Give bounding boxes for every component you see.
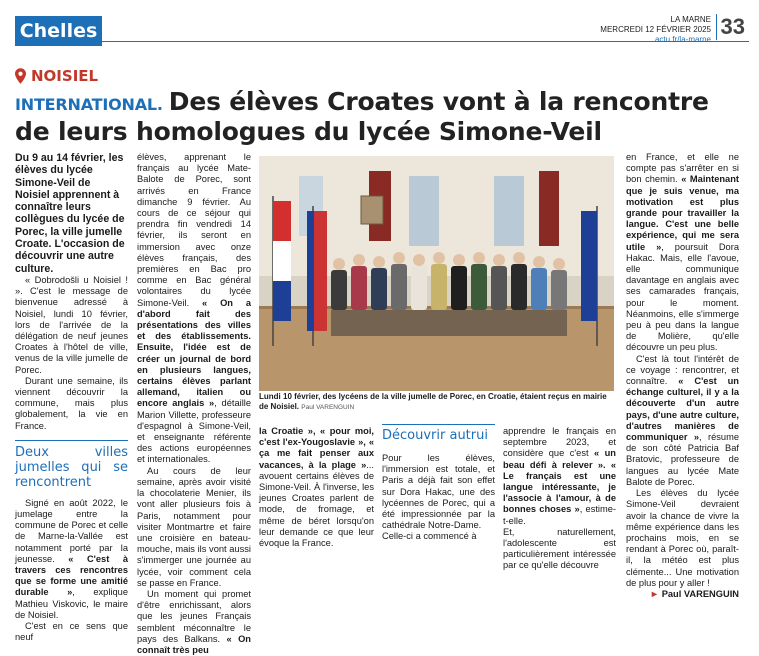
paragraph: Celle-ci a commencé à bbox=[382, 531, 477, 542]
paragraph: Durant une semaine, ils viennent découvrir la commune, mais plus globalement, la vie en France. bbox=[15, 375, 128, 431]
text: C'est là tout l'intérêt de ce voyage : rencontrer, et connaître. bbox=[626, 353, 739, 387]
text: en France, et elle ne compte pas s'arrêter en si bon chemin. bbox=[626, 152, 739, 185]
text: , résume de son côté Patricia Baf Bratovic, professeure de langues au lycée Mate Balote de Porec. bbox=[626, 432, 739, 487]
paragraph bbox=[626, 152, 739, 354]
text: apprendre le français en septembre 2023, et considère que c'est bbox=[503, 426, 616, 459]
author-signature: ► Paul VARENGUIN bbox=[649, 588, 739, 599]
quote: « On connaît très peu bbox=[137, 633, 251, 655]
paragraph: Pour les élèves, l'immersion est totale, et Paris a déjà fait son effet sur Dora Hakac, une des lycéennes de Porec, qui a été impressionnée par la cathédrale Notre-Dame. bbox=[382, 453, 495, 531]
paper-name: LA MARNE bbox=[670, 15, 711, 24]
article-lead: Du 9 au 14 février, les élèves du lycée Simone-Veil de Noisiel apprennent à connaître leurs collègues du lycée de Porec, la ville jumelle Croate. L'occasion de découvrir une autre culture. bbox=[15, 152, 125, 275]
page-header bbox=[0, 14, 759, 48]
column-3 bbox=[259, 426, 374, 549]
subheading: Deux villes jumelles qui se rencontrent bbox=[15, 440, 128, 490]
issue-date: MERCREDI 12 FÉVRIER 2025 bbox=[600, 25, 711, 34]
text: élèves, apprenant le français au lycée Mate-Balote de Porec, sont arrivés en France dimanche 9 février. Au cours de ce séjour qui prendra fin vendredi 14 février, ils seront en immersion avec onze élèves français, des premières en Bac pro comme en Bac général volontaires du lycée Simone-Veil. bbox=[137, 152, 251, 308]
column-6 bbox=[626, 152, 739, 600]
kicker: INTERNATIONAL. bbox=[15, 95, 163, 114]
text: , poursuit Dora Hakac. Mais, elle l'avoue, elle communique davantage en anglais avec ses camarades français, pour le moment. Néanmoins, elle s'immerge peu à peu dans la langue de Molière, qu'elle découvre un peu plus. bbox=[626, 241, 739, 353]
subheading: Découvrir autrui bbox=[382, 424, 495, 443]
text: , explique Mathieu Viskovic, le maire de Noisiel. bbox=[15, 587, 128, 620]
photo-caption bbox=[259, 392, 614, 412]
text: ... avouent certains élèves de Simone-Veil. À l'inverse, les jeunes Croates parlent de mode, de fromage, et même de béret lorsqu'on leur demande ce que leur évoque la France. bbox=[259, 459, 374, 549]
flag-france bbox=[307, 206, 327, 346]
author-name: Paul VARENGUIN bbox=[661, 588, 739, 599]
paragraph: C'est en ce sens que neuf bbox=[15, 621, 128, 643]
photo-credit: Paul VARENGUIN bbox=[301, 403, 355, 411]
paragraph: Et, naturellement, l'adolescente est particulièrement intéressée par ce qu'elle découvre bbox=[503, 526, 616, 571]
text: Un moment qui promet d'être enrichissant, alors que les jeunes Français semblent méconnaître le pays des Balkans. bbox=[137, 588, 251, 644]
quote: « C'est à travers ces rencontres que se forme une amitié durable » bbox=[15, 553, 128, 598]
column-5 bbox=[503, 426, 616, 572]
locality-label: NOISIEL bbox=[31, 67, 99, 85]
locality-tag bbox=[15, 66, 98, 86]
quote: « Maintenant que je suis venue, ma motivation est plus grande pour travailler la langue. C'est une belle expérience, qui me sera utile » bbox=[626, 174, 740, 252]
quote: « un beau défi à relever ». « Le français est une langue intéressante, je l'associe à l'amour, à de bonnes choses » bbox=[503, 448, 616, 515]
caption-text: Lundi 10 février, des lycéens de la ville jumelle de Porec, en Croatie, étaient reçus en mairie de Noisiel. bbox=[259, 392, 607, 411]
paragraph bbox=[259, 426, 374, 549]
paragraph: « Dobrodošli u Noisiel ! ». C'est le message de bienvenue adressé à Noisiel, lundi 10 février, lors de l'arrivée de la délégation de neuf jeunes Croates à l'hôtel de ville, venus de la ville jumelle de Porec. bbox=[15, 274, 128, 375]
site-link[interactable]: actu.fr/la-marne bbox=[654, 35, 711, 44]
paragraph bbox=[503, 426, 616, 527]
group-photo bbox=[259, 156, 614, 391]
section-tab: Chelles bbox=[15, 16, 102, 46]
column-4 bbox=[382, 424, 495, 543]
paragraph: Les élèves du lycée Simone-Veil devraient avoir la chance de vivre la même expérience dans les prochains mois, en se rendant à Porec où, paraît-il, la météo est plus clémente... Une motivation de plus pour y aller ! bbox=[626, 488, 739, 588]
quote: « C'est un échange culturel, il y a la découverte d'un autre pays, d'une autre culture, d'autres manières de communiquer » bbox=[626, 376, 739, 443]
photo-illustration bbox=[259, 156, 614, 391]
paragraph bbox=[15, 498, 128, 621]
paragraph: Au cours de leur semaine, après avoir visité la chocolaterie Menier, ils vont aller plusieurs fois à Paris, notamment pour visiter Montmartre et faire une croisière en bateau-mouche, mais ils vont aussi s'immerger une journée au lycée, voir comment cela se passe en France. bbox=[137, 465, 251, 588]
column-2 bbox=[137, 152, 251, 656]
quote: « On a d'abord fait des présentations des villes et des établissements. Ensuite, l'idée est de créer un journal de bord en plusieurs langues, certains élèves parlant allemand, italien ou encore anglais » bbox=[137, 297, 251, 409]
paragraph bbox=[137, 589, 251, 656]
masthead bbox=[600, 15, 711, 45]
article-title: Des élèves Croates vont à la rencontre de leurs homologues du lycée Simone-Veil bbox=[15, 87, 709, 146]
text: , détaille Marion Villette, professeure d'espagnol à Simone-Veil, et enseignante référente des actions européennes et internationales. bbox=[137, 398, 251, 465]
article-headline bbox=[15, 88, 735, 145]
page-number: 33 bbox=[716, 14, 745, 40]
text: , estime-t-elle. bbox=[503, 504, 616, 526]
paragraph bbox=[626, 354, 739, 488]
map-pin-icon bbox=[15, 68, 26, 84]
column-1 bbox=[15, 152, 128, 643]
quote: la Croatie », « pour moi, c'est l'ex-Yougoslavie », « ça me fait penser aux vacances, à la plage » bbox=[259, 426, 374, 470]
text: Signé en août 2022, le jumelage entre la commune de Porec et celle de Marne-la-Vallée est notamment porté par la jeunesse. bbox=[15, 497, 128, 564]
paragraph bbox=[137, 152, 251, 466]
